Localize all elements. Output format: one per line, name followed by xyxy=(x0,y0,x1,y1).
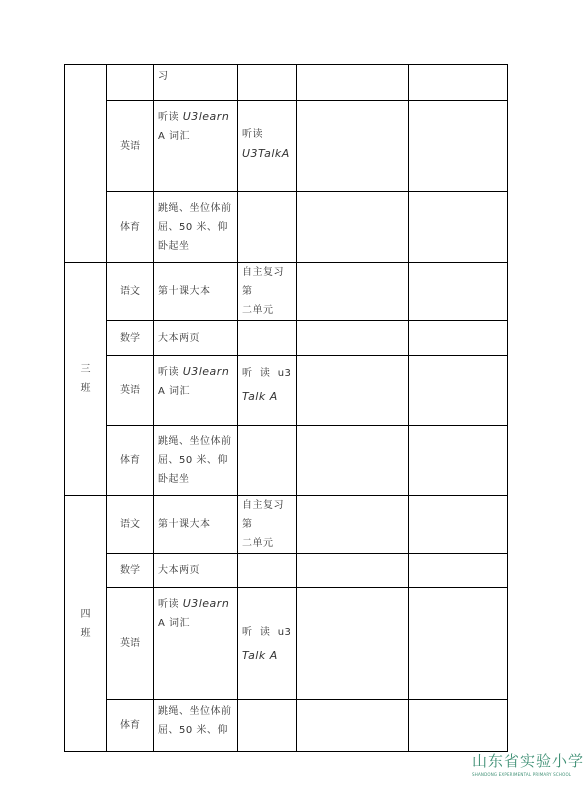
empty-cell xyxy=(297,263,409,321)
school-name-en: SHANDONG EXPERIMENTAL PRIMARY SCHOOL xyxy=(472,772,572,777)
empty-cell xyxy=(297,554,409,588)
review-cell: 自主复习第 二单元 xyxy=(238,496,297,554)
empty-cell xyxy=(297,496,409,554)
empty-cell xyxy=(297,588,409,700)
table-row xyxy=(65,356,508,426)
empty-cell xyxy=(297,192,409,263)
subject-cell: 英语 xyxy=(107,356,154,426)
task-cell: 跳绳、坐位体前 屈、50 米、仰 xyxy=(154,700,238,752)
empty-cell xyxy=(409,356,508,426)
table-row xyxy=(65,700,508,752)
subject-cell: 数学 xyxy=(107,321,154,356)
table-row xyxy=(65,101,508,192)
task-cell: 听读 U3learn A 词汇 xyxy=(154,101,238,192)
task-cell: 第十课大本 xyxy=(154,263,238,321)
empty-cell xyxy=(409,192,508,263)
schedule-table xyxy=(64,64,508,752)
task-cell: 大本两页 xyxy=(154,554,238,588)
review-cell xyxy=(238,321,297,356)
table-row xyxy=(65,65,508,101)
subject-cell: 英语 xyxy=(107,588,154,700)
review-cell: 听读 U3TalkA xyxy=(238,101,297,192)
subject-cell: 体育 xyxy=(107,192,154,263)
class-cell xyxy=(65,65,107,263)
empty-cell xyxy=(409,426,508,496)
task-cell: 听读 U3learn A 词汇 xyxy=(154,356,238,426)
review-cell: 听 读 u3 Talk A xyxy=(238,588,297,700)
task-cell: 跳绳、坐位体前 屈、50 米、仰 卧起坐 xyxy=(154,426,238,496)
empty-cell xyxy=(409,496,508,554)
table-row xyxy=(65,192,508,263)
empty-cell xyxy=(297,356,409,426)
table-row xyxy=(65,496,508,554)
class-label-cell: 四 班 xyxy=(65,496,107,752)
task-cell: 大本两页 xyxy=(154,321,238,356)
subject-cell: 数学 xyxy=(107,554,154,588)
review-cell: 自主复习第 二单元 xyxy=(238,263,297,321)
review-cell xyxy=(238,426,297,496)
subject-cell: 语文 xyxy=(107,496,154,554)
empty-cell xyxy=(409,101,508,192)
task-cell: 第十课大本 xyxy=(154,496,238,554)
table-row xyxy=(65,263,508,321)
task-cell: 习 xyxy=(154,65,238,101)
school-name-cn: 山东省实验小学 xyxy=(472,752,584,770)
task-cell: 跳绳、坐位体前 屈、50 米、仰 卧起坐 xyxy=(154,192,238,263)
empty-cell xyxy=(409,700,508,752)
empty-cell xyxy=(409,321,508,356)
empty-cell xyxy=(297,65,409,101)
empty-cell xyxy=(297,426,409,496)
review-cell xyxy=(238,192,297,263)
empty-cell xyxy=(409,65,508,101)
empty-cell xyxy=(297,321,409,356)
review-cell xyxy=(238,554,297,588)
empty-cell xyxy=(409,588,508,700)
subject-cell: 体育 xyxy=(107,700,154,752)
empty-cell xyxy=(409,554,508,588)
review-cell: 听 读 u3 Talk A xyxy=(238,356,297,426)
subject-cell xyxy=(107,65,154,101)
table-row xyxy=(65,426,508,496)
empty-cell xyxy=(297,101,409,192)
review-cell xyxy=(238,700,297,752)
empty-cell xyxy=(297,700,409,752)
subject-cell: 英语 xyxy=(107,101,154,192)
table-row xyxy=(65,588,508,700)
empty-cell xyxy=(409,263,508,321)
table-row xyxy=(65,321,508,356)
school-logo xyxy=(472,752,584,792)
class-label-cell: 三 班 xyxy=(65,263,107,496)
subject-cell: 语文 xyxy=(107,263,154,321)
subject-cell: 体育 xyxy=(107,426,154,496)
task-cell: 听读 U3learn A 词汇 xyxy=(154,588,238,700)
table-row xyxy=(65,554,508,588)
review-cell xyxy=(238,65,297,101)
